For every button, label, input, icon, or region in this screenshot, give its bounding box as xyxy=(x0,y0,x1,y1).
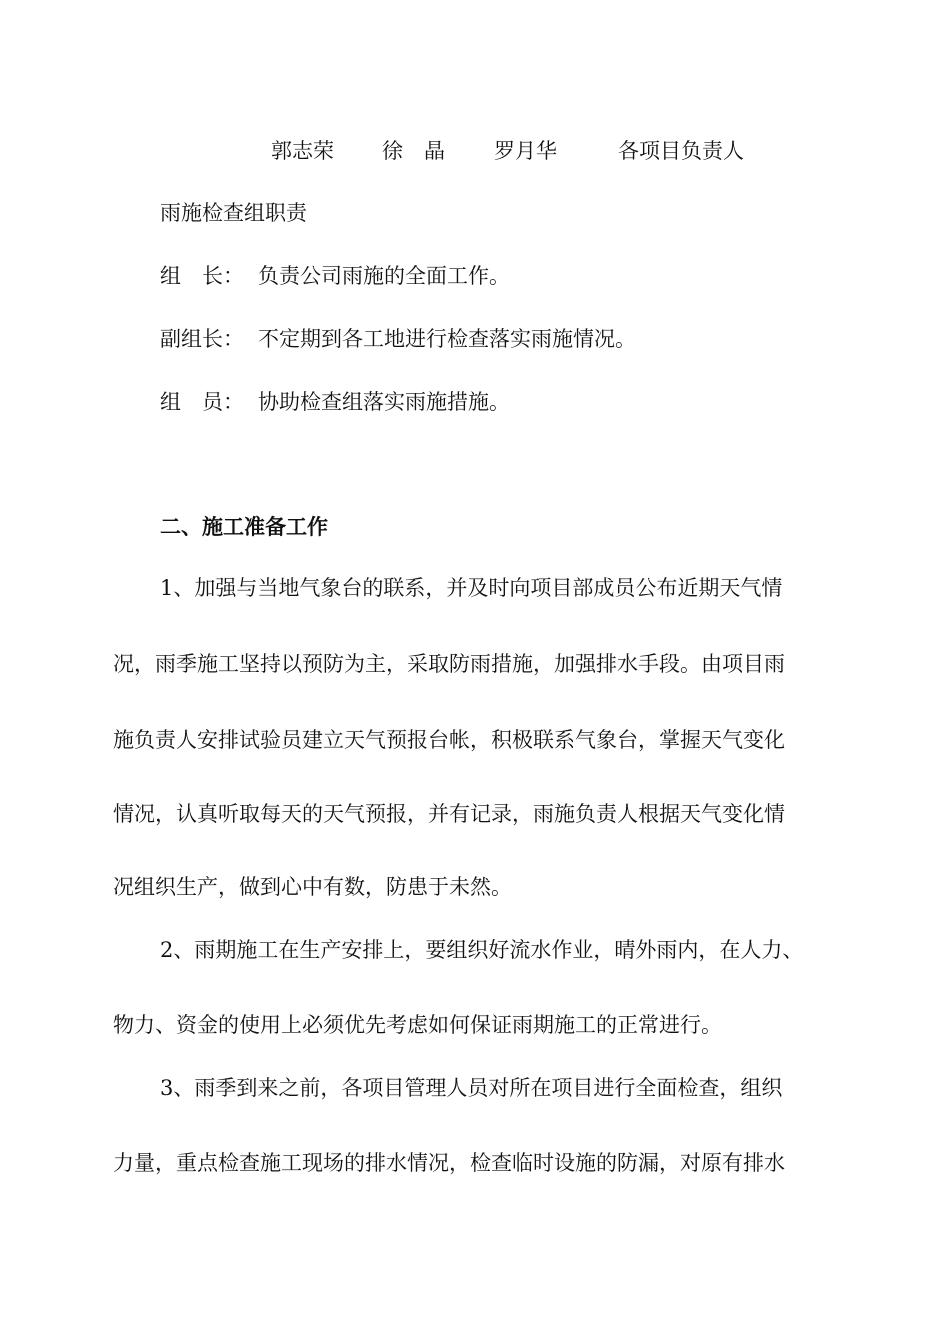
duty-desc: 协助检查组落实雨施措施。 xyxy=(258,390,510,414)
paragraph-line: 力量，重点检查施工现场的排水情况，检查临时设施的防漏，对原有排水 xyxy=(113,1151,785,1175)
duties-title: 雨施检查组职责 xyxy=(160,201,307,225)
paragraph-line: 1、加强与当地气象台的联系，并及时向项目部成员公布近期天气情 xyxy=(160,576,783,600)
duty-role: 副组长： xyxy=(160,327,244,351)
duty-desc: 负责公司雨施的全面工作。 xyxy=(258,264,510,288)
duty-role: 组 长： xyxy=(160,264,244,288)
member-name: 郭志荣 xyxy=(271,139,334,163)
paragraph-line: 况，雨季施工坚持以预防为主，采取防雨措施，加强排水手段。由项目雨 xyxy=(113,652,785,676)
paragraph-line: 施负责人安排试验员建立天气预报台帐，积极联系气象台，掌握天气变化 xyxy=(113,728,785,752)
member-name: 各项目负责人 xyxy=(618,139,744,163)
paragraph-line: 情况，认真听取每天的天气预报，并有记录，雨施负责人根据天气变化情 xyxy=(113,802,785,826)
paragraph-line: 物力、资金的使用上必须优先考虑如何保证雨期施工的正常进行。 xyxy=(113,1013,722,1037)
duty-role: 组 员： xyxy=(160,390,244,414)
member-name: 徐 晶 xyxy=(382,139,445,163)
member-name: 罗月华 xyxy=(494,139,557,163)
duty-desc: 不定期到各工地进行检查落实雨施情况。 xyxy=(258,327,636,351)
paragraph-line: 况组织生产，做到心中有数，防患于未然。 xyxy=(113,875,512,899)
paragraph-line: 3、雨季到来之前，各项目管理人员对所在项目进行全面检查，组织 xyxy=(160,1076,783,1100)
section-heading: 二、施工准备工作 xyxy=(160,514,328,539)
paragraph-line: 2、雨期施工在生产安排上，要组织好流水作业，晴外雨内，在人力、 xyxy=(160,938,804,962)
